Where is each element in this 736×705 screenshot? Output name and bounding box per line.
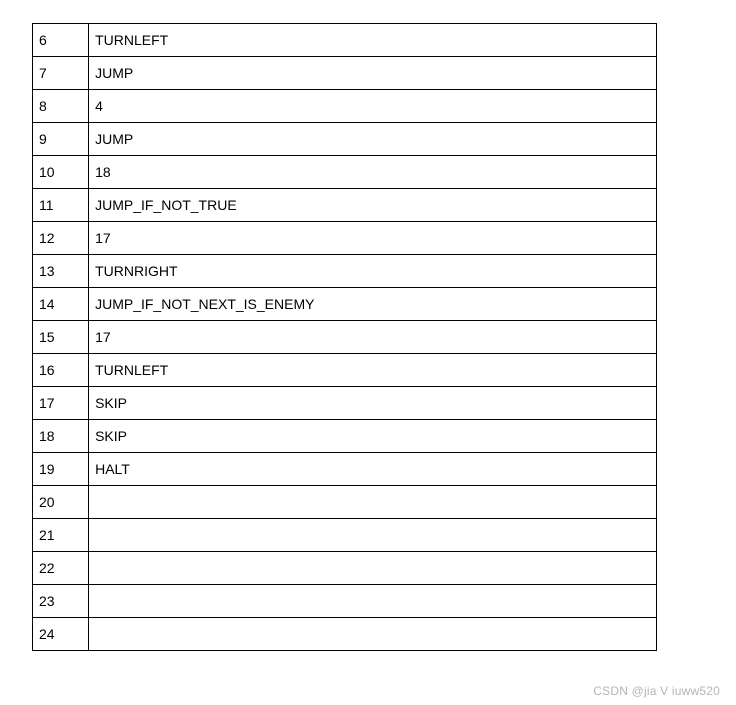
line-number-cell: 14	[33, 288, 89, 321]
line-number-cell: 18	[33, 420, 89, 453]
instruction-cell: TURNLEFT	[89, 24, 657, 57]
instruction-cell: SKIP	[89, 387, 657, 420]
watermark: CSDN @jia V iuww520	[593, 684, 720, 698]
table-row	[33, 24, 657, 57]
line-number-cell: 20	[33, 486, 89, 519]
line-number-cell: 15	[33, 321, 89, 354]
instruction-cell	[89, 585, 657, 618]
instruction-cell	[89, 519, 657, 552]
table-row	[33, 156, 657, 189]
table-row	[33, 585, 657, 618]
instruction-cell: 4	[89, 90, 657, 123]
line-number-cell: 23	[33, 585, 89, 618]
instruction-cell: JUMP_IF_NOT_TRUE	[89, 189, 657, 222]
instruction-cell: JUMP	[89, 57, 657, 90]
instruction-cell: JUMP	[89, 123, 657, 156]
table-row	[33, 288, 657, 321]
line-number-cell: 7	[33, 57, 89, 90]
instruction-cell: SKIP	[89, 420, 657, 453]
table-row	[33, 189, 657, 222]
line-number-cell: 17	[33, 387, 89, 420]
instruction-cell: JUMP_IF_NOT_NEXT_IS_ENEMY	[89, 288, 657, 321]
table-row	[33, 255, 657, 288]
instruction-table-container	[32, 23, 657, 651]
line-number-cell: 13	[33, 255, 89, 288]
line-number-cell: 8	[33, 90, 89, 123]
line-number-cell: 11	[33, 189, 89, 222]
line-number-cell: 24	[33, 618, 89, 651]
line-number-cell: 9	[33, 123, 89, 156]
instruction-cell	[89, 486, 657, 519]
table-row	[33, 453, 657, 486]
table-row	[33, 552, 657, 585]
table-row	[33, 123, 657, 156]
instruction-cell: HALT	[89, 453, 657, 486]
instruction-cell	[89, 618, 657, 651]
line-number-cell: 22	[33, 552, 89, 585]
table-row	[33, 321, 657, 354]
table-row	[33, 618, 657, 651]
line-number-cell: 12	[33, 222, 89, 255]
line-number-cell: 21	[33, 519, 89, 552]
instruction-cell: 17	[89, 321, 657, 354]
instruction-table	[32, 23, 657, 651]
table-row	[33, 57, 657, 90]
table-row	[33, 222, 657, 255]
table-row	[33, 420, 657, 453]
table-row	[33, 486, 657, 519]
instruction-cell: TURNLEFT	[89, 354, 657, 387]
instruction-cell: TURNRIGHT	[89, 255, 657, 288]
line-number-cell: 10	[33, 156, 89, 189]
instruction-cell: 18	[89, 156, 657, 189]
instruction-cell	[89, 552, 657, 585]
table-row	[33, 387, 657, 420]
table-row	[33, 354, 657, 387]
instruction-table-body	[33, 24, 657, 651]
instruction-cell: 17	[89, 222, 657, 255]
table-row	[33, 519, 657, 552]
table-row	[33, 90, 657, 123]
line-number-cell: 19	[33, 453, 89, 486]
line-number-cell: 6	[33, 24, 89, 57]
line-number-cell: 16	[33, 354, 89, 387]
